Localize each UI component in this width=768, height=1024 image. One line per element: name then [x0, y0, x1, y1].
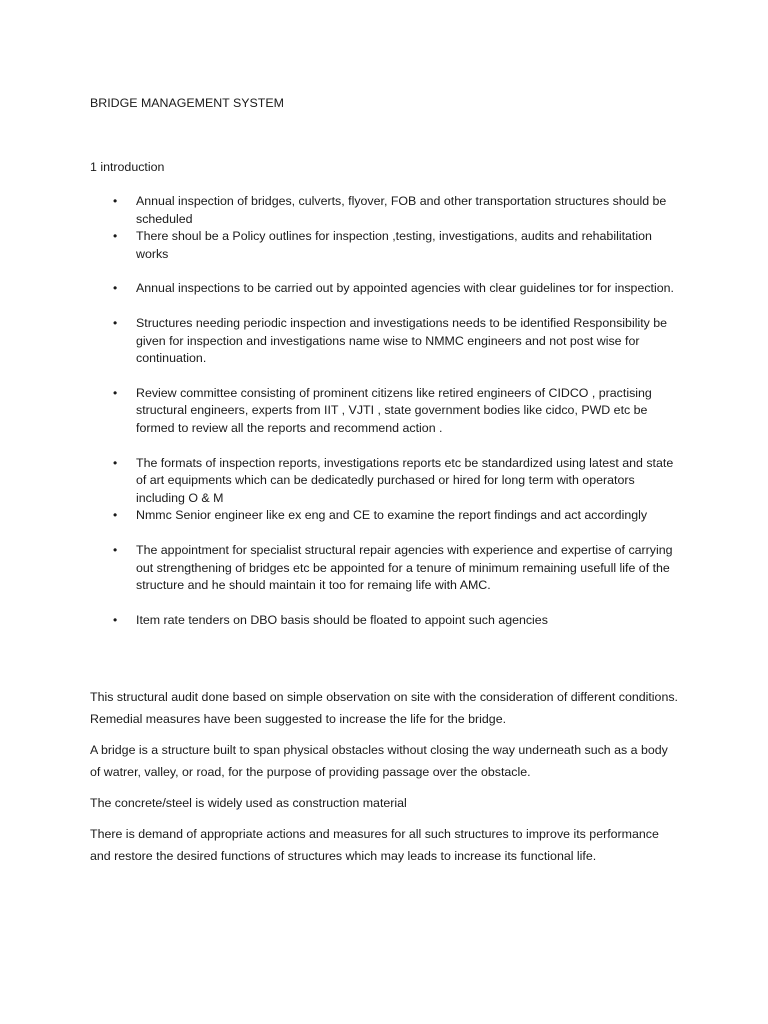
- bullet-icon: •: [113, 455, 118, 470]
- list-item-text: Item rate tenders on DBO basis should be floated to appoint such agencies: [136, 612, 548, 627]
- body-paragraph: There is demand of appropriate actions and measures for all such structures to improve its performance and restore the desired functions of structures which may leads to increase its functional life.: [90, 827, 659, 864]
- list-item: [90, 280, 678, 298]
- list-item: [90, 228, 678, 263]
- list-item: [90, 612, 678, 630]
- list-item-text: There shoul be a Policy outlines for inspection ,testing, investigations, audits and rehabilitation works: [136, 229, 652, 261]
- list-item-text: Nmmc Senior engineer like ex eng and CE to examine the report findings and act accordingly: [136, 508, 648, 523]
- list-item: [90, 455, 678, 508]
- bullet-icon: •: [113, 281, 118, 296]
- body-paragraph: This structural audit done based on simple observation on site with the consideration of different conditions. Remedial measures have been suggested to increase the life for the bridge.: [90, 690, 678, 727]
- bullet-icon: •: [113, 612, 118, 627]
- list-item-text: The appointment for specialist structural repair agencies with experience and expertise of carrying out strengthening of bridges etc be appointed for a tenure of minimum remaining usefull life of the structure and he should maintain it too for remaing life with AMC.: [136, 542, 673, 593]
- list-item-text: Review committee consisting of prominent citizens like retired engineers of CIDCO , practising structural engineers, experts from IIT , VJTI , state government bodies like cidco, PWD etc be formed to review all the reports and recommend action .: [136, 385, 652, 435]
- body-paragraph: A bridge is a structure built to span physical obstacles without closing the way underneath such as a body of watrer, valley, or road, for the purpose of providing passage over the obstacle.: [90, 743, 668, 780]
- bullet-icon: •: [113, 508, 118, 523]
- list-item-text: Annual inspection of bridges, culverts, flyover, FOB and other transportation structures should be scheduled: [136, 194, 667, 226]
- list-item: [90, 507, 678, 525]
- list-item-text: Annual inspections to be carried out by appointed agencies with clear guidelines tor for inspection.: [136, 281, 674, 296]
- list-item: [90, 315, 678, 368]
- bullet-list: [90, 193, 678, 629]
- section-heading: 1 introduction: [90, 160, 165, 174]
- document-content: [90, 94, 678, 867]
- body-paragraph: The concrete/steel is widely used as construction material: [90, 796, 407, 811]
- list-item: [90, 193, 678, 228]
- bullet-icon: •: [113, 315, 118, 330]
- list-item: [90, 542, 678, 595]
- list-item-text: Structures needing periodic inspection and investigations needs to be identified Responsibility be given for inspection and investigations name wise to NMMC engineers and not post wise for continuation.: [136, 315, 668, 366]
- bullet-icon: •: [113, 229, 118, 244]
- bullet-icon: •: [113, 194, 118, 208]
- list-item: [90, 385, 678, 438]
- bullet-icon: •: [113, 385, 118, 400]
- document-title: BRIDGE MANAGEMENT SYSTEM: [90, 96, 284, 110]
- list-item-text: The formats of inspection reports, investigations reports etc be standardized using latest and state of art equipments which can be dedicatedly purchased or hired for long term with operators including O & M: [136, 455, 674, 505]
- bullet-icon: •: [113, 542, 118, 557]
